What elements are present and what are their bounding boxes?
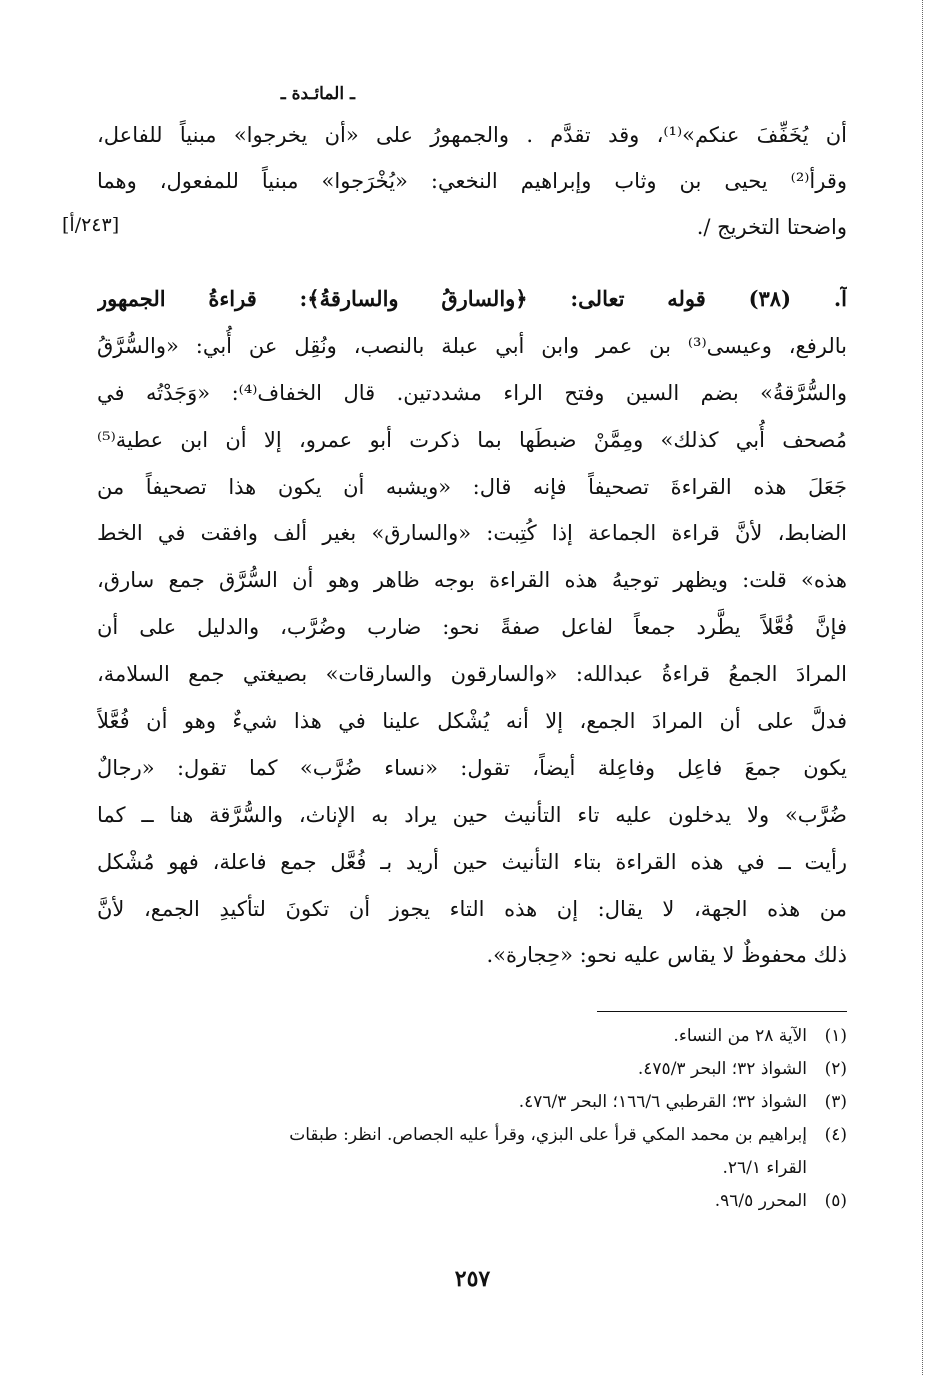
footnote-number: (٣) [824, 1092, 847, 1112]
text-line: أن يُخَفِّفَ عنكم»⁽¹⁾، وقد تقدَّم . والجمهورُ على «أن يخرجوا» مبنياً للفاعل، [97, 123, 847, 147]
text-line: رأيت ــ في هذه القراءة بتاء التأنيث حين أريد بـ فُعَّل جمع فاعلة، فهو مُشْكل [97, 849, 847, 874]
footnote [95, 1185, 847, 1218]
manuscript-folio-marker: [٢٤٣/أ] [62, 214, 120, 236]
footnote-text-continuation: القراء ٢٦/١. [722, 1158, 807, 1178]
text-line: المرادَ الجمعُ قراءةُ عبدالله: «والسارقون والسارقات» بصيغتي جمع السلامة، [97, 662, 847, 687]
text-line: فدلَّ على أن المرادَ الجمع، إلا أنه يُشْكل علينا في هذا شيءٌ وهو أن فُعَّلاً [97, 709, 847, 734]
footnote-text-block [95, 1119, 807, 1185]
text-line: وقرأ⁽²⁾ يحيى بن وثاب وإبراهيم النخعي: «يُخْرَجوا» مبنياً للمفعول، وهما [97, 169, 847, 193]
footnote [95, 1119, 847, 1185]
paragraph-2 [97, 276, 847, 979]
footnote [95, 1053, 847, 1086]
footnote-text: الشواذ ٣٢؛ القرطبي ١٦٦/٦؛ البحر ٤٧٦/٣. [518, 1092, 807, 1112]
footnote-text: الآية ٢٨ من النساء. [673, 1026, 807, 1046]
footnote-text: المحرر ٩٦/٥. [714, 1191, 807, 1211]
page-number: ٢٥٧ [454, 1266, 491, 1292]
running-head: ـ المائـدة ـ [280, 84, 355, 104]
paragraph-1 [97, 112, 847, 250]
text-line: واضحتا التخريج /. [696, 215, 847, 239]
text-line: ضُرَّب» ولا يدخلون عليه تاء التأنيث حين يراد به الإناث، والسُّرَّقة هنا ــ كما [97, 802, 847, 827]
text-line: والسُّرَّقةُ» بضم السين وفتح الراء مشددتين. قال الخفاف⁽⁴⁾: «وَجَدْتُه في [97, 380, 847, 405]
text-line: فإنَّ فُعَّلاً يطَّرد جمعاً لفاعل صفةً نحو: ضارب وضُرَّب، والدليل على أن [97, 615, 847, 640]
footnote [95, 1020, 847, 1053]
page-edge-divider [922, 0, 923, 1375]
verse-heading-line: آ. (٣٨) قوله تعالى: ﴿والسارقُ والسارقةُ﴾: قراءةُ الجمهور [97, 286, 847, 311]
text-line: الضابط، لأنَّ قراءة الجماعة إذا كُتِبت: «والسارق» بغير ألف وافقت في الخط [97, 521, 847, 546]
footnote [95, 1086, 847, 1119]
text-line: هذه» قلت: ويظهر توجيهُ هذه القراءة بوجه ظاهر وهو أن السُّرَّق جمع سارق، [97, 568, 847, 593]
footnote-number: (١) [824, 1026, 847, 1046]
footnote-text: إبراهيم بن محمد المكي قرأ على البزي، وقرأ عليه الجصاص. انظر: طبقات [289, 1125, 807, 1145]
text-line: يكون جمعَ فاعِل وفاعِلة أيضاً، تقول: «نساء ضُرَّب» كما تقول: «رجالٌ [97, 755, 847, 780]
text-line: جَعَلَ هذه القراءةَ تصحيفاً فإنه قال: «ويشبه أن يكون هذا تصحيفاً من [97, 474, 847, 499]
text-line: بالرفع، وعيسى⁽³⁾ بن عمر وابن أبي عبلة بالنصب، ونُقِل عن أُبي: «والسُّرَّقُ [97, 333, 847, 358]
text-line: من هذه الجهة، لا يقال: إن هذه التاء يجوز أن تكونَ لتأكيدِ الجمع، لأنَّ [97, 896, 847, 921]
footnote-separator [597, 1011, 847, 1012]
footnotes [95, 1020, 847, 1218]
footnote-number: (٢) [824, 1059, 847, 1079]
footnote-number: (٤) [824, 1125, 847, 1145]
footnote-text: الشواذ ٣٢؛ البحر ٤٧٥/٣. [637, 1059, 807, 1079]
text-line: ذلك محفوظٌ لا يقاس عليه نحو: «حِجارة». [486, 943, 847, 968]
text-line: مُصحف أُبي كذلك» ومِمَّنْ ضبطَها بما ذكرت أبو عمرو، إلا أن ابن عطية⁽⁵⁾ [97, 427, 847, 452]
footnote-number: (٥) [824, 1191, 847, 1211]
